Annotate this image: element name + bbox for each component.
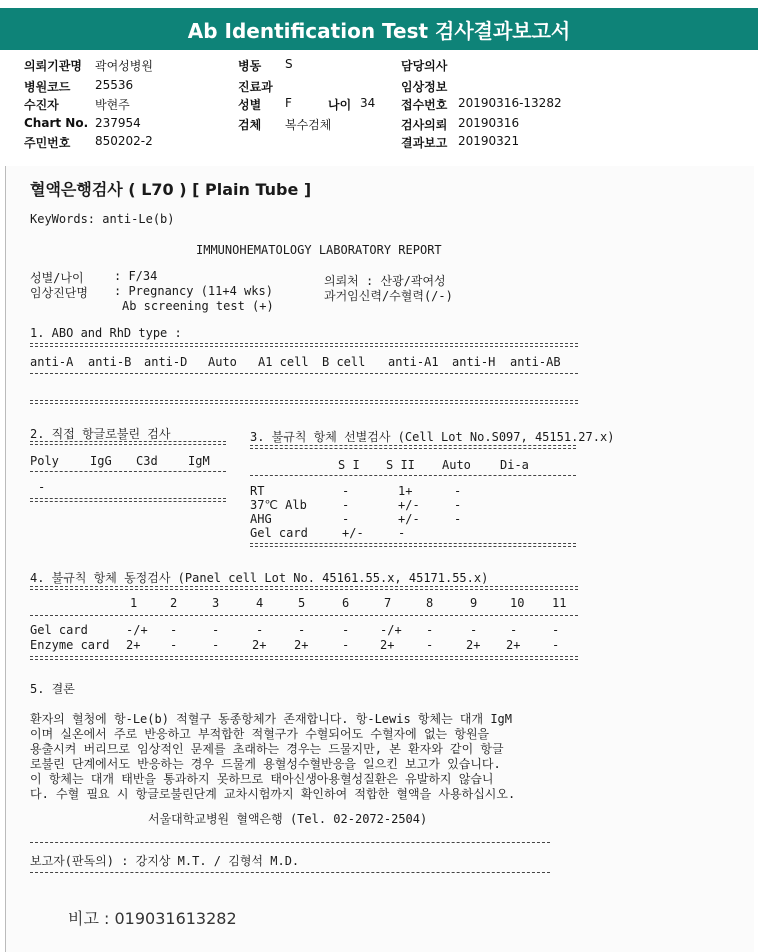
sec4-cell: 2+: [294, 638, 309, 652]
sec2-col-header: IgG: [90, 454, 112, 468]
sec3-cell: +/-: [398, 512, 420, 526]
sec3-cell: -: [454, 512, 462, 526]
header-resident-no: 주민번호 850202-2: [24, 134, 153, 150]
sec3-row-label: AHG: [250, 512, 272, 526]
sec4-cell: 2+: [126, 638, 141, 652]
sec4-cell: -: [470, 623, 478, 637]
sig-rule-top: [30, 842, 550, 843]
sec3-cell: -: [342, 484, 350, 498]
header-specimen: 검체 복수검체: [238, 118, 332, 132]
sec1-rule-mid: [30, 373, 578, 374]
header-request-date: 검사의뢰 20190316: [401, 116, 520, 132]
diagnosis-line2: Ab screening test (+): [122, 299, 274, 313]
header-accession: 접수번호 20190316-13282: [401, 96, 562, 112]
footer-note: 비고 : 019031613282: [68, 909, 237, 928]
header-hospital-code: 병원코드 25536: [24, 78, 134, 94]
sec4-col-header: 10: [510, 596, 525, 610]
sexage-label: 성별/나이: [30, 271, 84, 285]
sec4-cell: -: [170, 623, 178, 637]
sec3-row-label: 37℃ Alb: [250, 498, 307, 512]
header-chart-no: Chart No. 237954: [24, 116, 141, 130]
sec3-cell: -: [454, 498, 462, 512]
sec3-rule-mid: [250, 475, 576, 476]
sec1-col-header: anti-H: [452, 355, 496, 369]
sec4-col-header: 7: [384, 596, 392, 610]
sec2-value: -: [38, 480, 46, 494]
sec3-cell: -: [454, 484, 462, 498]
history: 과거임신력/수혈력(/-): [324, 289, 453, 303]
sec1-col-header: anti-A: [30, 355, 74, 369]
sec3-col-header: S I: [338, 458, 360, 472]
report-banner-title: Ab Identification Test 검사결과보고서: [0, 8, 758, 50]
sec4-col-header: 6: [342, 596, 350, 610]
sec4-row-label: Enzyme card: [30, 638, 110, 652]
conclusion-line: 이며 실온에서 주로 반응하고 부적합한 적혈구가 수혈되어도 수혈자에 없는 항원을: [30, 727, 490, 741]
sec4-cell: -/+: [380, 623, 402, 637]
sec4-cell: -: [256, 623, 264, 637]
conclusion-line: 이 항체는 대개 태반을 통과하지 못하므로 태아신생아용혈성질환은 유발하지 않습니: [30, 772, 494, 786]
sec4-row-label: Gel card: [30, 623, 88, 637]
sec2-title: 2. 직접 항글로불린 검사: [30, 427, 171, 441]
sec2-col-header: Poly: [30, 454, 59, 468]
conclusion-line: 용출시켜 버리므로 임상적인 문제를 초래하는 경우는 드물지만, 본 환자와 같이 항글: [30, 742, 504, 756]
sec4-rule-bottom: [30, 656, 578, 660]
header-collector: 수진자 박현주: [24, 98, 130, 112]
reporter: 보고자(판독의) : 강지상 M.T. / 김형석 M.D.: [30, 854, 300, 868]
sec3-cell: -: [342, 512, 350, 526]
sec5-title: 5. 결론: [30, 682, 75, 696]
sec4-cell: -: [426, 638, 434, 652]
sec3-cell: +/-: [398, 498, 420, 512]
sec3-cell: -: [398, 526, 406, 540]
sec4-cell: -: [170, 638, 178, 652]
sec4-cell: -/+: [126, 623, 148, 637]
sec1-rule-top: [30, 343, 578, 347]
header-sex: 성별 F: [238, 96, 292, 112]
sec4-col-header: 9: [470, 596, 478, 610]
sec4-col-header: 11: [552, 596, 567, 610]
header-institution: 의뢰기관명 곽여성병원: [24, 59, 153, 73]
sec4-cell: 2+: [506, 638, 521, 652]
sec4-cell: -: [212, 638, 220, 652]
sig-rule-bottom: [30, 872, 550, 873]
sec4-cell: -: [552, 638, 560, 652]
conclusion-line: 환자의 혈청에 항-Le(b) 적혈구 동종항체가 존재합니다. 항-Lewis 항체는 대개 IgM: [30, 712, 513, 726]
sec2-col-header: C3d: [136, 454, 158, 468]
sec3-row-label: RT: [250, 484, 265, 498]
sec2-col-header: IgM: [188, 454, 210, 468]
header-age: 나이 34: [328, 96, 376, 112]
sec4-cell: -: [342, 623, 350, 637]
sexage-value: : F/34: [114, 269, 158, 283]
keywords: KeyWords: anti-Le(b): [30, 212, 175, 226]
sec3-rule-bottom: [250, 543, 576, 547]
conclusion-line: 로불린 단계에서도 반응하는 경우 드물게 용혈성수혈반응을 일으킨 보고가 있습니다.: [30, 757, 501, 771]
sec4-cell: -: [426, 623, 434, 637]
header-ward: 병동 S: [238, 57, 293, 73]
sec4-col-header: 5: [298, 596, 306, 610]
sec3-col-header: Di-a: [500, 458, 529, 472]
diagnosis-label: 임상진단명: [30, 286, 88, 300]
sec3-cell: -: [342, 498, 350, 512]
sec1-col-header: anti-B: [88, 355, 132, 369]
lab-title: IMMUNOHEMATOLOGY LABORATORY REPORT: [196, 243, 442, 257]
sec4-cell: -: [342, 638, 350, 652]
sec2-rule-bottom: [30, 498, 226, 502]
sec3-title: 3. 불규칙 항체 선별검사 (Cell Lot No.S097, 45151.27.x): [250, 430, 615, 444]
header-doctor: 담당의사: [401, 59, 448, 73]
sec1-col-header: anti-AB: [510, 355, 561, 369]
sec4-cell: -: [298, 623, 306, 637]
sec1-col-header: anti-D: [144, 355, 188, 369]
sec2-rule-mid: [30, 471, 226, 472]
sec3-row-label: Gel card: [250, 526, 308, 540]
sec4-col-header: 1: [130, 596, 138, 610]
report-title: 혈액은행검사 ( L70 ) [ Plain Tube ]: [30, 180, 312, 199]
sec1-col-header: B cell: [322, 355, 366, 369]
header-clinical-info: 임상정보: [401, 80, 448, 94]
sec4-rule-top: [30, 586, 578, 590]
sec1-col-header: A1 cell: [258, 355, 309, 369]
header-dept: 진료과: [238, 80, 273, 94]
sec4-cell: -: [510, 623, 518, 637]
sec3-col-header: S II: [386, 458, 415, 472]
sec4-cell: 2+: [466, 638, 481, 652]
sec4-col-header: 4: [256, 596, 264, 610]
sec3-col-header: Auto: [442, 458, 471, 472]
requester: 의뢰처 : 산광/곽여성: [324, 274, 446, 288]
conclusion-line: 다. 수혈 필요 시 항글로불린단계 교차시험까지 확인하여 적합한 혈액을 사용하십시오.: [30, 787, 516, 801]
sec4-col-header: 3: [212, 596, 220, 610]
sec3-cell: +/-: [342, 526, 364, 540]
sec1-title: 1. ABO and RhD type :: [30, 326, 182, 340]
sec4-cell: -: [552, 623, 560, 637]
sec4-cell: -: [212, 623, 220, 637]
sec1-rule-bottom: [30, 400, 578, 404]
sec3-rule-top: [250, 445, 576, 449]
sec2-rule-top: [30, 441, 226, 445]
sec3-cell: 1+: [398, 484, 413, 498]
sec4-rule-mid: [30, 615, 578, 616]
sec1-col-header: anti-A1: [388, 355, 439, 369]
sec1-col-header: Auto: [208, 355, 237, 369]
sec4-col-header: 8: [426, 596, 434, 610]
report-page: [5, 166, 754, 952]
sec4-title: 4. 불규칙 항체 동정검사 (Panel cell Lot No. 45161.55.x, 45171.55.x): [30, 571, 489, 585]
blood-bank-contact: 서울대학교병원 혈액은행 (Tel. 02-2072-2504): [148, 812, 428, 826]
sec4-col-header: 2: [170, 596, 178, 610]
sec4-cell: 2+: [252, 638, 267, 652]
diagnosis-line1: : Pregnancy (11+4 wks): [114, 284, 273, 298]
sec4-cell: 2+: [380, 638, 395, 652]
header-report-date: 결과보고 20190321: [401, 134, 520, 150]
